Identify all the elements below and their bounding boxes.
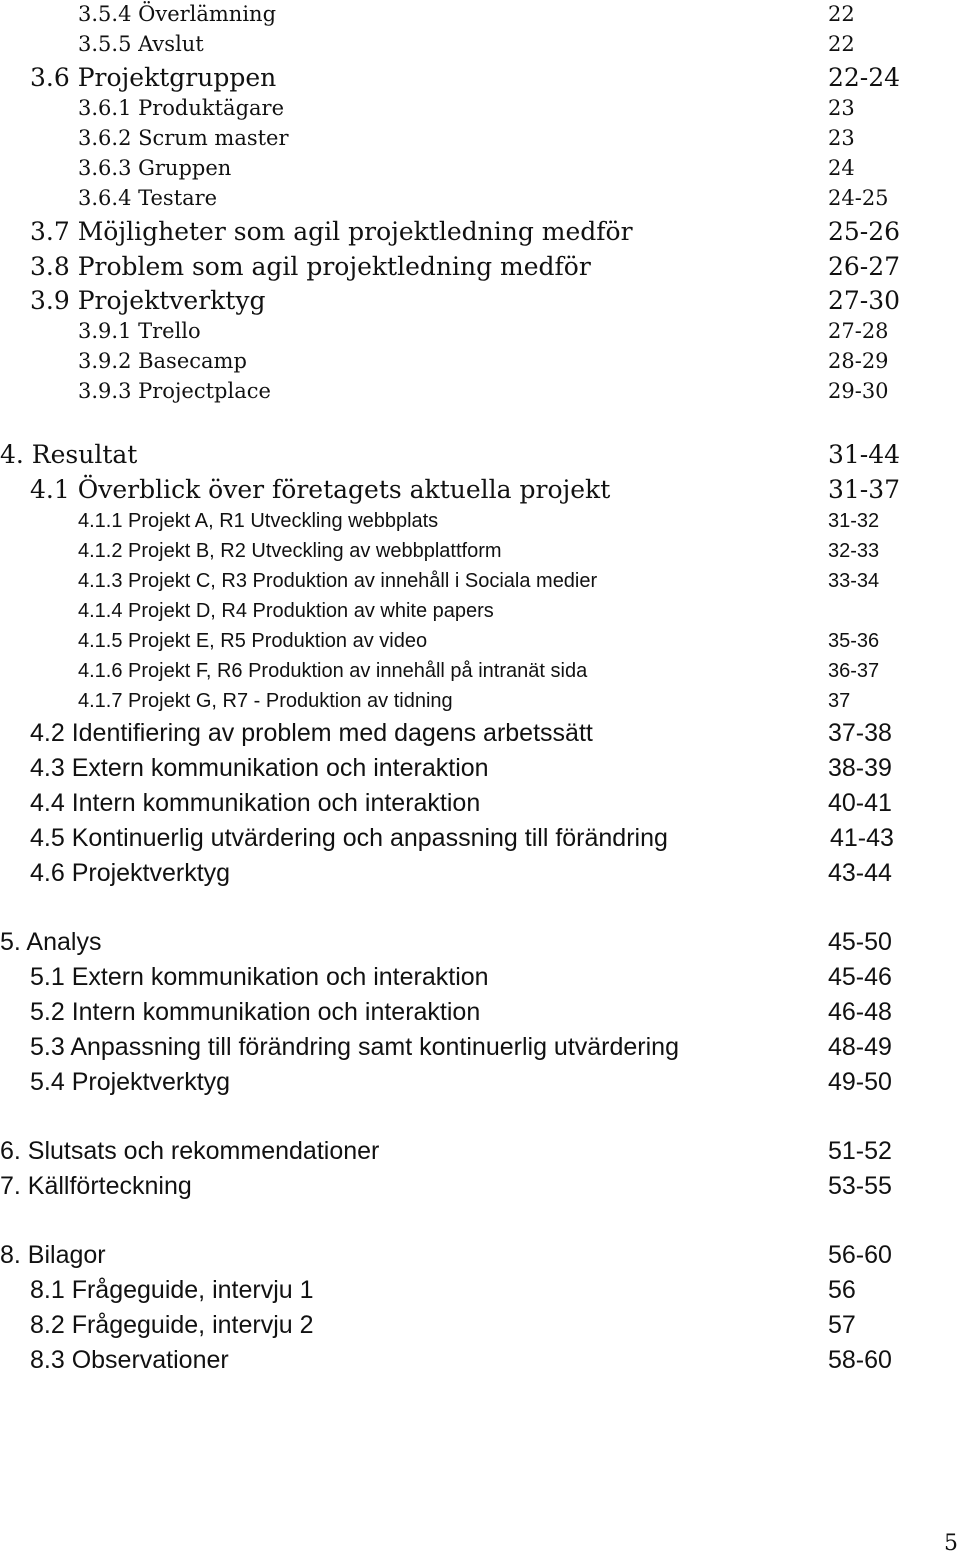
toc-pages: 46-48: [828, 998, 892, 1026]
toc-label: 3.9.1 Trello: [78, 319, 201, 343]
toc-label: 3.5.4 Överlämning: [78, 2, 277, 26]
toc-pages: 36-37: [828, 660, 880, 682]
toc-pages: 26-27: [828, 252, 901, 281]
toc-pages: 32-33: [828, 540, 880, 562]
toc-pages: 41-43: [830, 824, 894, 852]
toc-pages: 38-39: [828, 754, 892, 782]
toc-pages: 56: [828, 1276, 856, 1304]
toc-label: 3.5.5 Avslut: [78, 32, 204, 56]
toc-pages: 37: [828, 690, 851, 712]
toc-label: 3.7 Möjligheter som agil projektledning medför: [30, 217, 633, 246]
toc-label: 3.9.3 Projectplace: [78, 379, 271, 403]
toc-pages: 24-25: [828, 186, 889, 210]
toc-pages: 49-50: [828, 1068, 892, 1096]
toc-pages: 53-55: [828, 1172, 892, 1200]
toc-label: 3.9 Projektverktyg: [30, 286, 266, 315]
toc-pages: 31-37: [828, 475, 901, 504]
toc-pages: 22: [828, 32, 855, 56]
toc-label: 4.6 Projektverktyg: [30, 859, 231, 887]
toc-pages: 24: [828, 156, 855, 180]
toc-pages: 28-29: [828, 349, 889, 373]
toc-pages: 29-30: [828, 379, 889, 403]
toc-pages: 56-60: [828, 1241, 892, 1269]
toc-label: 4.1.2 Projekt B, R2 Utveckling av webbplattform: [78, 540, 502, 562]
toc-pages: 43-44: [828, 859, 892, 887]
toc-pages: 23: [828, 96, 855, 120]
toc-label: 8. Bilagor: [0, 1241, 106, 1269]
toc-pages: 22-24: [828, 63, 901, 92]
toc-label: 4.5 Kontinuerlig utvärdering och anpassning till förändring: [30, 824, 668, 852]
toc-pages: 23: [828, 126, 855, 150]
toc-label: 3.6 Projektgruppen: [30, 63, 277, 92]
toc-label: 4.1.3 Projekt C, R3 Produktion av innehåll i Sociala medier: [78, 570, 598, 592]
page-number: 5: [944, 1531, 958, 1556]
toc-label: 4.1.1 Projekt A, R1 Utveckling webbplats: [78, 510, 439, 532]
toc-pages: 45-50: [828, 928, 892, 956]
toc-label: 4.1.4 Projekt D, R4 Produktion av white papers: [78, 600, 494, 622]
toc-label: 4. Resultat: [0, 440, 138, 469]
toc-label: 4.2 Identifiering av problem med dagens arbetssätt: [30, 719, 593, 747]
toc-label: 5.3 Anpassning till förändring samt kontinuerlig utvärdering: [30, 1033, 679, 1061]
toc-pages: 27-28: [828, 319, 889, 343]
toc-pages: 27-30: [828, 286, 901, 315]
toc-label: 4.4 Intern kommunikation och interaktion: [30, 789, 481, 817]
toc-label: 4.3 Extern kommunikation och interaktion: [30, 754, 489, 782]
toc-label: 8.3 Observationer: [30, 1346, 229, 1374]
toc-pages: 40-41: [828, 789, 892, 817]
toc-pages: 25-26: [828, 217, 901, 246]
toc-label: 5.1 Extern kommunikation och interaktion: [30, 963, 489, 991]
toc-label: 5.4 Projektverktyg: [30, 1068, 231, 1096]
toc-pages: 31-32: [828, 510, 880, 532]
toc-pages: 58-60: [828, 1346, 892, 1374]
toc-label: 4.1 Överblick över företagets aktuella projekt: [30, 475, 611, 504]
toc-pages: 57: [828, 1311, 856, 1339]
toc-pages: 37-38: [828, 719, 892, 747]
toc-label: 8.2 Frågeguide, intervju 2: [30, 1311, 314, 1339]
toc-label: 3.8 Problem som agil projektledning medför: [30, 252, 591, 281]
toc-label: 3.6.3 Gruppen: [78, 156, 232, 180]
toc-label: 3.9.2 Basecamp: [78, 349, 247, 373]
toc-pages: 22: [828, 2, 855, 26]
toc-pages: 33-34: [828, 570, 880, 592]
toc-pages: 48-49: [828, 1033, 892, 1061]
toc-pages: 45-46: [828, 963, 892, 991]
toc-pages: 31-44: [828, 440, 901, 469]
toc-label: 8.1 Frågeguide, intervju 1: [30, 1276, 314, 1304]
toc-label: 3.6.4 Testare: [78, 186, 218, 210]
toc-pages: 51-52: [828, 1137, 892, 1165]
toc-label: 4.1.5 Projekt E, R5 Produktion av video: [78, 630, 428, 652]
toc-label: 3.6.2 Scrum master: [78, 126, 289, 150]
toc-label: 7. Källförteckning: [0, 1172, 192, 1200]
toc-label: 4.1.6 Projekt F, R6 Produktion av innehåll på intranät sida: [78, 660, 588, 682]
toc-label: 3.6.1 Produktägare: [78, 96, 285, 120]
toc-label: 5.2 Intern kommunikation och interaktion: [30, 998, 481, 1026]
toc-pages: 35-36: [828, 630, 880, 652]
toc-label: 5. Analys: [0, 928, 102, 956]
toc-label: 4.1.7 Projekt G, R7 - Produktion av tidning: [78, 690, 453, 712]
toc-label: 6. Slutsats och rekommendationer: [0, 1137, 380, 1165]
